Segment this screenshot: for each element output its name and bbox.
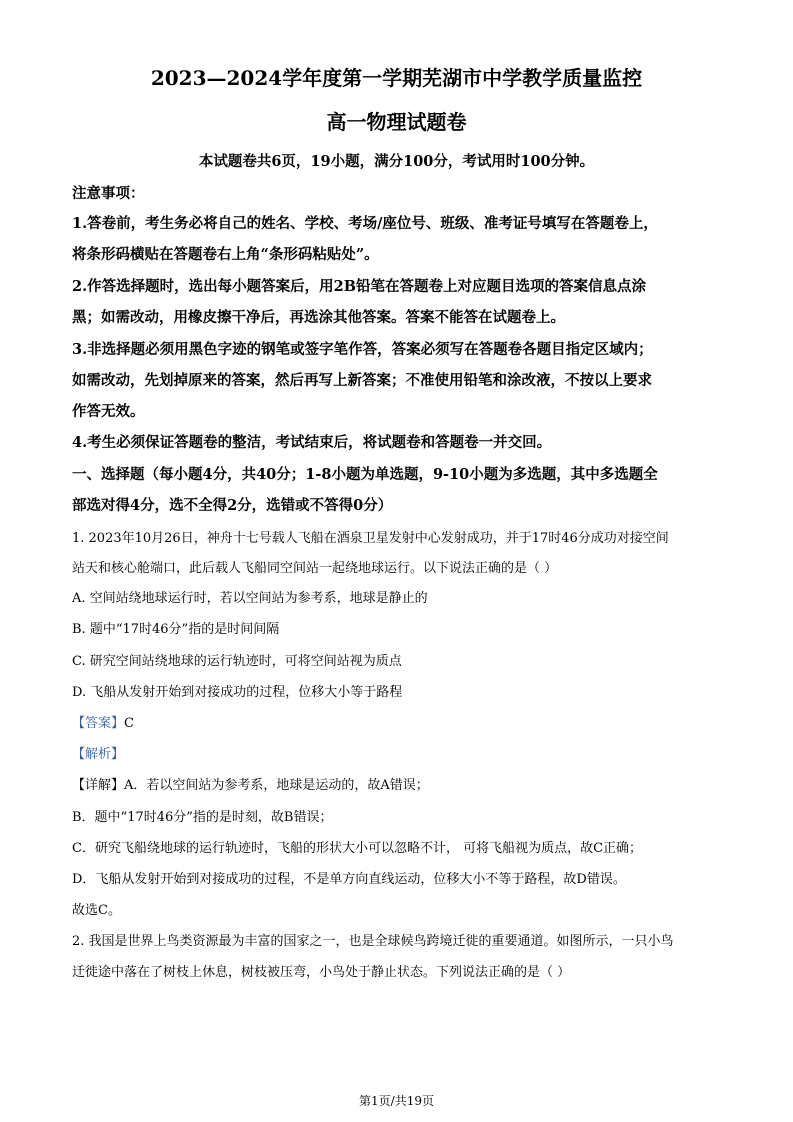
section-heading: 一、选择题（每小题4分，共40分；1-8小题为单选题，9-10小题为多选题，其中多选题全	[72, 466, 658, 483]
q1-detail-line: C．研究飞船绕地球的运行轨迹时，飞船的形状大小可以忽略不计， 可将飞船视为质点，故C正确；	[72, 841, 643, 856]
page-number: 第1页/共19页	[359, 1094, 434, 1108]
q1-stem-cont: 站天和核心舱端口，此后载人飞船同空间站一起绕地球运行。以下说法正确的是（ ）	[72, 561, 558, 576]
q1-option-d: D. 飞船从发射开始到对接成功的过程，位移大小等于路程	[72, 685, 403, 700]
notice-line: 作答无效。	[72, 403, 145, 420]
notice-line: 黑；如需改动，用橡皮擦干净后，再选涂其他答案。答案不能答在试题卷上。	[72, 309, 565, 326]
notice-line: 将条形码横贴在答题卷右上角“条形码粘贴处”。	[72, 246, 379, 263]
exam-title-line1: 2023—2024学年度第一学期芜湖市中学教学质量监控	[150, 66, 643, 90]
notice-line: 1.答卷前，考生务必将自己的姓名、学校、考场/座位号、班级、准考证号填写在答题卷上，	[72, 215, 658, 232]
notice-line: 4.考生必须保证答题卷的整洁，考试结束后，将试题卷和答题卷一并交回。	[72, 434, 552, 451]
notice-line: 3.非选择题必须用黑色字迹的钢笔或签字笔作答，答案必须写在答题卷各题目指定区域内；	[72, 341, 653, 358]
q1-analysis-label: 【解析】	[72, 747, 125, 762]
q1-detail-line: B．题中“17时46分”指的是时刻，故B错误；	[72, 810, 333, 825]
q1-detail-line: D．飞船从发射开始到对接成功的过程，不是单方向直线运动，位移大小不等于路程，故D错误。	[72, 872, 626, 887]
answer-value: C	[124, 716, 134, 731]
q1-answer	[72, 712, 134, 731]
exam-title-line2: 高一物理试题卷	[326, 110, 467, 134]
exam-info: 本试题卷共6页，19小题，满分100分，考试用时100分钟。	[198, 153, 595, 170]
q1-option-a: A. 空间站绕地球运行时，若以空间站为参考系，地球是静止的	[72, 591, 428, 606]
q2-stem: 2. 我国是世界上鸟类资源最为丰富的国家之一，也是全球候鸟跨境迁徙的重要通道。如图所示，一只小鸟	[72, 934, 674, 949]
q1-stem: 1. 2023年10月26日，神舟十七号载人飞船在酒泉卫星发射中心发射成功，并于17时46分成功对接空间	[72, 531, 669, 546]
notice-line: 2.作答选择题时，选出每小题答案后，用2B铅笔在答题卷上对应题目选项的答案信息点涂	[72, 278, 646, 295]
detail-text: A．若以空间站为参考系，地球是运动的，故A错误；	[124, 778, 429, 793]
notice-heading: 注意事项：	[72, 185, 145, 202]
q1-option-c: C. 研究空间站绕地球的运行轨迹时，可将空间站视为质点	[72, 654, 402, 669]
detail-label: 【详解】	[72, 778, 125, 793]
q2-stem-cont: 迁徙途中落在了树枝上休息，树枝被压弯，小鸟处于静止状态。下列说法正确的是（ ）	[72, 965, 571, 980]
q1-detail	[72, 774, 429, 793]
q1-conclusion: 故选C。	[72, 903, 121, 918]
q1-option-b: B. 题中“17时46分”指的是时间间隔	[72, 622, 280, 637]
notice-line: 如需改动，先划掉原来的答案，然后再写上新答案；不准使用铅笔和涂改液，不按以上要求	[72, 372, 652, 389]
answer-label: 【答案】	[72, 716, 125, 731]
section-heading-cont: 部选对得4分，选不全得2分，选错或不答得0分）	[72, 497, 393, 514]
